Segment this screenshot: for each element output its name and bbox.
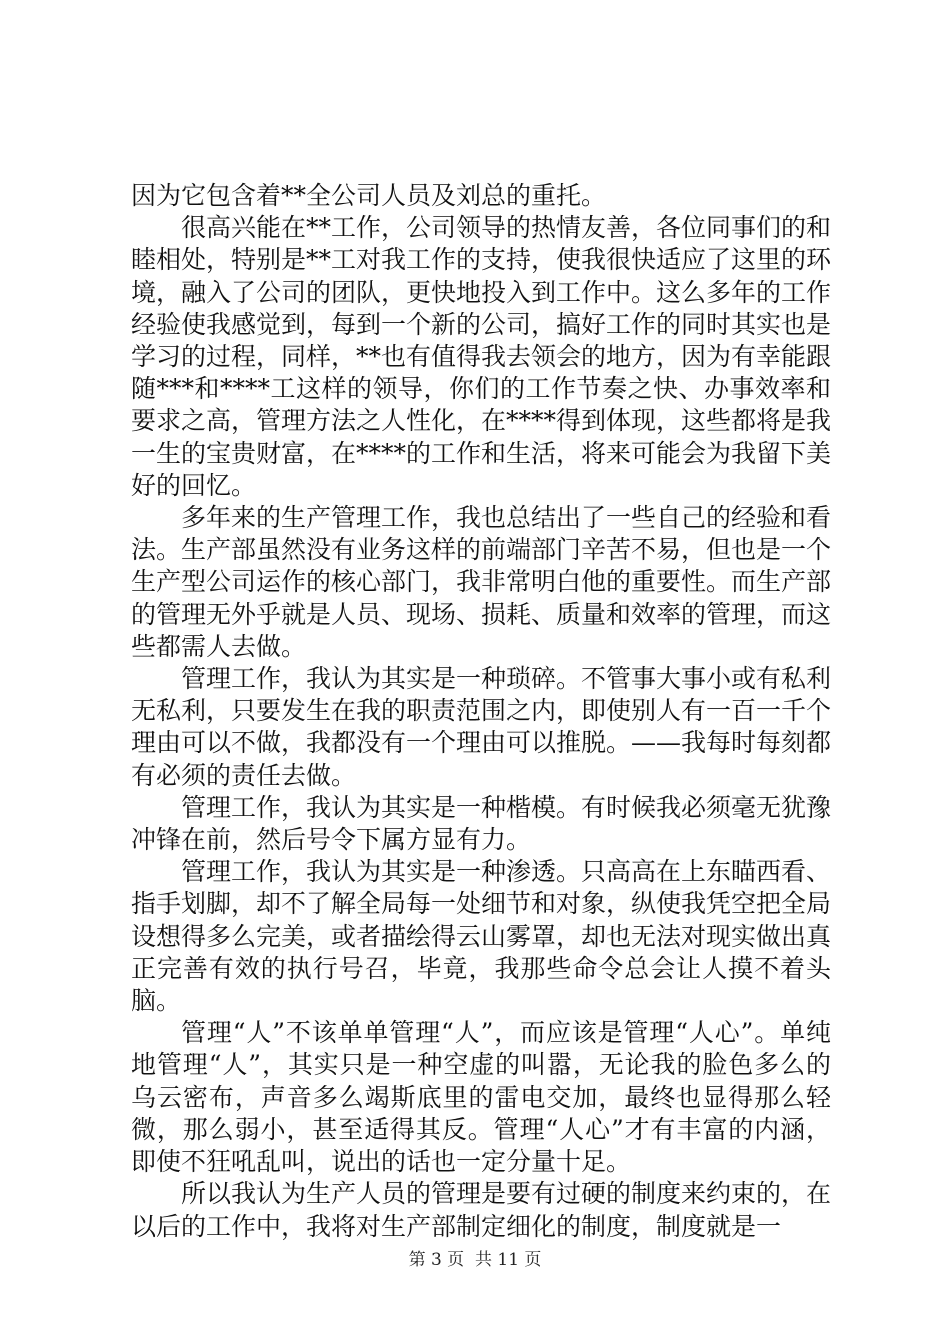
paragraph-1: 因为它包含着**全公司人员及刘总的重托。	[131, 181, 607, 210]
paragraph-4: 管理工作，我认为其实是一种琐碎。不管事大事小或有私利无私利，只要发生在我的职责范围之内，即使别人有一百一千个理由可以不做，我都没有一个理由可以推脱。——我每时每刻都有必须的责任去做。	[131, 664, 832, 790]
paragraph-7: 管理“人”不该单单管理“人”，而应该是管理“人心”。单纯地管理“人”，其实只是一种空虚的叫嚣，无论我的脸色多么的乌云密布，声音多么竭斯底里的雷电交加，最终也显得那么轻微，那么弱小，甚至适得其反。管理“人心”才有丰富的内涵，即使不狂吼乱叫，说出的话也一定分量十足。	[131, 1018, 831, 1177]
paragraph-6: 管理工作，我认为其实是一种渗透。只高高在上东瞄西看、指手划脚，却不了解全局每一处细节和对象，纵使我凭空把全局设想得多么完美，或者描绘得云山雾罩，却也无法对现实做出真正完善有效的执行号召，毕竟，我那些命令总会让人摸不着头脑。	[131, 857, 832, 1016]
paragraph-5: 管理工作，我认为其实是一种楷模。有时候我必须毫无犹豫冲锋在前，然后号令下属方显有力。	[131, 792, 832, 855]
document-body	[131, 180, 831, 1243]
page-number-footer: 第 3 页 共 11 页	[408, 1250, 542, 1270]
paragraph-3: 多年来的生产管理工作，我也总结出了一些自己的经验和看法。生产部虽然没有业务这样的前端部门辛苦不易，但也是一个生产型公司运作的核心部门，我非常明白他的重要性。而生产部的管理无外乎就是人员、现场、损耗、质量和效率的管理，而这些都需人去做。	[131, 503, 832, 661]
paragraph-8: 所以我认为生产人员的管理是要有过硬的制度来约束的，在以后的工作中，我将对生产部制定细化的制度，制度就是一	[131, 1179, 832, 1241]
paragraph-2: 很高兴能在**工作，公司领导的热情友善，各位同事们的和睦相处，特别是**工对我工作的支持，使我很快适应了这里的环境，融入了公司的团队，更快地投入到工作中。这么多年的工作经验使我感觉到，每到一个新的公司，搞好工作的同时其实也是学习的过程，同样，**也有值得我去领会的地方，因为有幸能跟随***和****工这样的领导，你们的工作节奏之快、办事效率和要求之高，管理方法之人性化，在****得到体现，这些都将是我一生的宝贵财富，在****的工作和生活，将来可能会为我留下美好的回忆。	[131, 213, 832, 500]
